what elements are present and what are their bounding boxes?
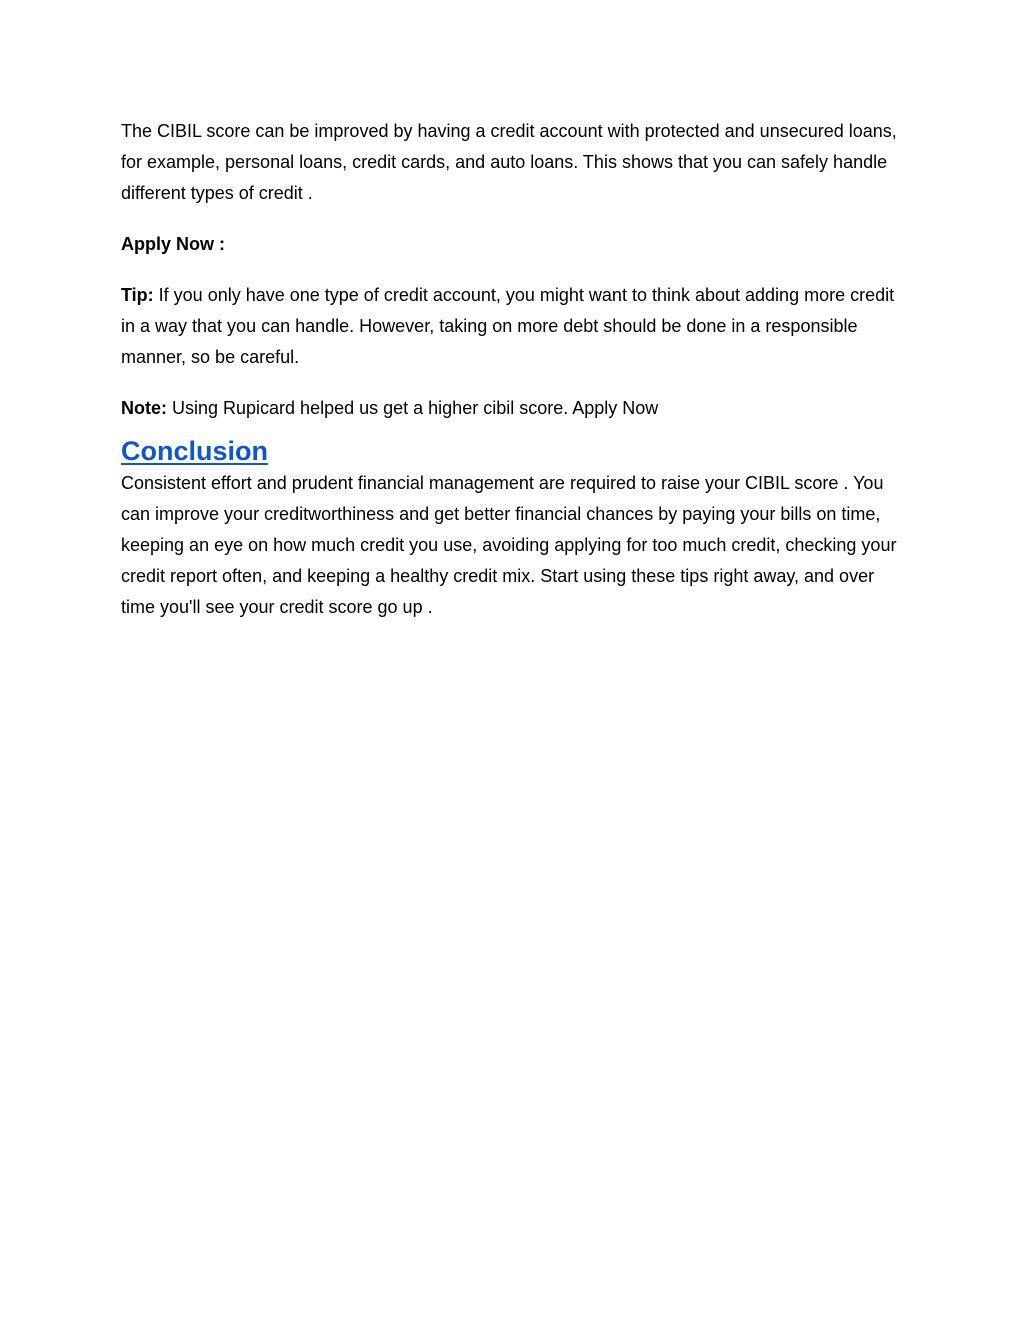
tip-paragraph	[121, 280, 911, 373]
intro-paragraph: The CIBIL score can be improved by having a credit account with protected and unsecured loans, for example, personal loans, credit cards, and auto loans. This shows that you can safely handle different types of credit .	[121, 121, 897, 203]
tip-text: If you only have one type of credit account, you might want to think about adding more credit in a way that you can handle. However, taking on more debt should be done in a responsible manner, so be careful.	[121, 285, 895, 367]
apply-now-label: Apply Now :	[121, 234, 225, 254]
conclusion-heading-link[interactable]: Conclusion	[121, 436, 268, 466]
conclusion-heading-wrap	[121, 434, 911, 468]
apply-now-paragraph	[121, 229, 911, 260]
note-paragraph	[121, 393, 911, 424]
tip-label: Tip:	[121, 285, 154, 305]
conclusion-paragraph: Consistent effort and prudent financial management are required to raise your CIBIL score . You can improve your creditworthiness and get better financial chances by paying your bills on time, keeping an eye on how much credit you use, avoiding applying for too much credit, checking your credit report often, and keeping a healthy credit mix. Start using these tips right away, and over time you'll see your credit score go up .	[121, 473, 897, 617]
note-text: Using Rupicard helped us get a higher cibil score. Apply Now	[167, 398, 659, 418]
document-page	[121, 116, 911, 623]
note-label: Note:	[121, 398, 167, 418]
